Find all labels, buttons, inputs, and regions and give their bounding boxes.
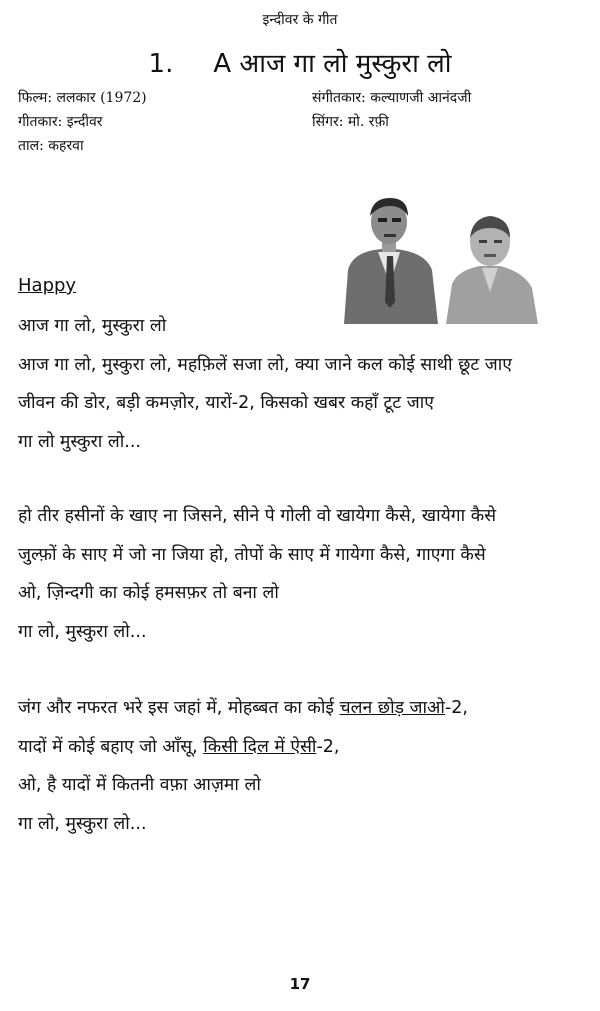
lyric-text: -2, (444, 698, 468, 718)
lyric-line: गा लो मुस्कुरा लो... (18, 431, 141, 452)
composer-info: संगीतकार: कल्याणजी आनंदजी (312, 90, 472, 106)
lyric-line: जीवन की डोर, बड़ी कमज़ोर, यारों-2, किसको खबर कहाँ टूट जाए (18, 393, 434, 413)
underlined-phrase: किसी दिल में ऐसी (203, 736, 317, 757)
stanza-3 (18, 689, 468, 843)
mood-label: Happy (18, 275, 77, 296)
lyric-line: गा लो, मुस्कुरा लो... (18, 621, 147, 642)
underlined-phrase: चलन छोड़ जाओ (339, 698, 445, 718)
stanza-1 (18, 307, 512, 461)
lyric-line: गा लो, मुस्कुरा लो... (18, 813, 147, 834)
film-info: फिल्म: ललकार (1972) (18, 90, 147, 106)
stanza-2 (18, 497, 496, 651)
song-number: 1. (148, 49, 174, 79)
lyric-line (18, 728, 468, 767)
lyric-line: ओ, है यादों में कितनी वफ़ा आज़मा लो (18, 775, 261, 795)
book-header: इन्दीवर के गीत (262, 12, 338, 28)
lyric-text: -2, (316, 736, 340, 757)
lyric-line: ओ, ज़िन्दगी का कोई हमसफ़र तो बना लो (18, 583, 279, 603)
lyric-line: आज गा लो, मुस्कुरा लो, महफ़िलें सजा लो, क्या जाने कल कोई साथी छूट जाए (18, 354, 512, 375)
song-title (0, 44, 600, 80)
page-number: 17 (289, 975, 311, 993)
lyric-line: हो तीर हसीनों के खाए ना जिसने, सीने पे गोली वो खायेगा कैसे, खायेगा कैसे (18, 506, 497, 526)
taal-info: ताल: कहरवा (18, 138, 84, 154)
lyric-text: यादों में कोई बहाए जो आँसू, (18, 736, 204, 757)
lyricist-info: गीतकार: इन्दीवर (18, 114, 103, 130)
artists-photo (342, 192, 554, 324)
lyric-text: जंग और नफरत भरे इस जहां में, मोहब्बत का कोई (18, 698, 340, 718)
lyric-line: जुल्फ़ों के साए में जो ना जिया हो, तोपों के साए में गायेगा कैसे, गाएगा कैसे (18, 544, 486, 565)
lyric-line (18, 689, 468, 728)
lyric-line: आज गा लो, मुस्कुरा लो (18, 316, 167, 336)
song-title-text: A आज गा लो मुस्कुरा लो (213, 49, 452, 79)
singer-info: सिंगर: मो. रफ़ी (312, 114, 389, 130)
